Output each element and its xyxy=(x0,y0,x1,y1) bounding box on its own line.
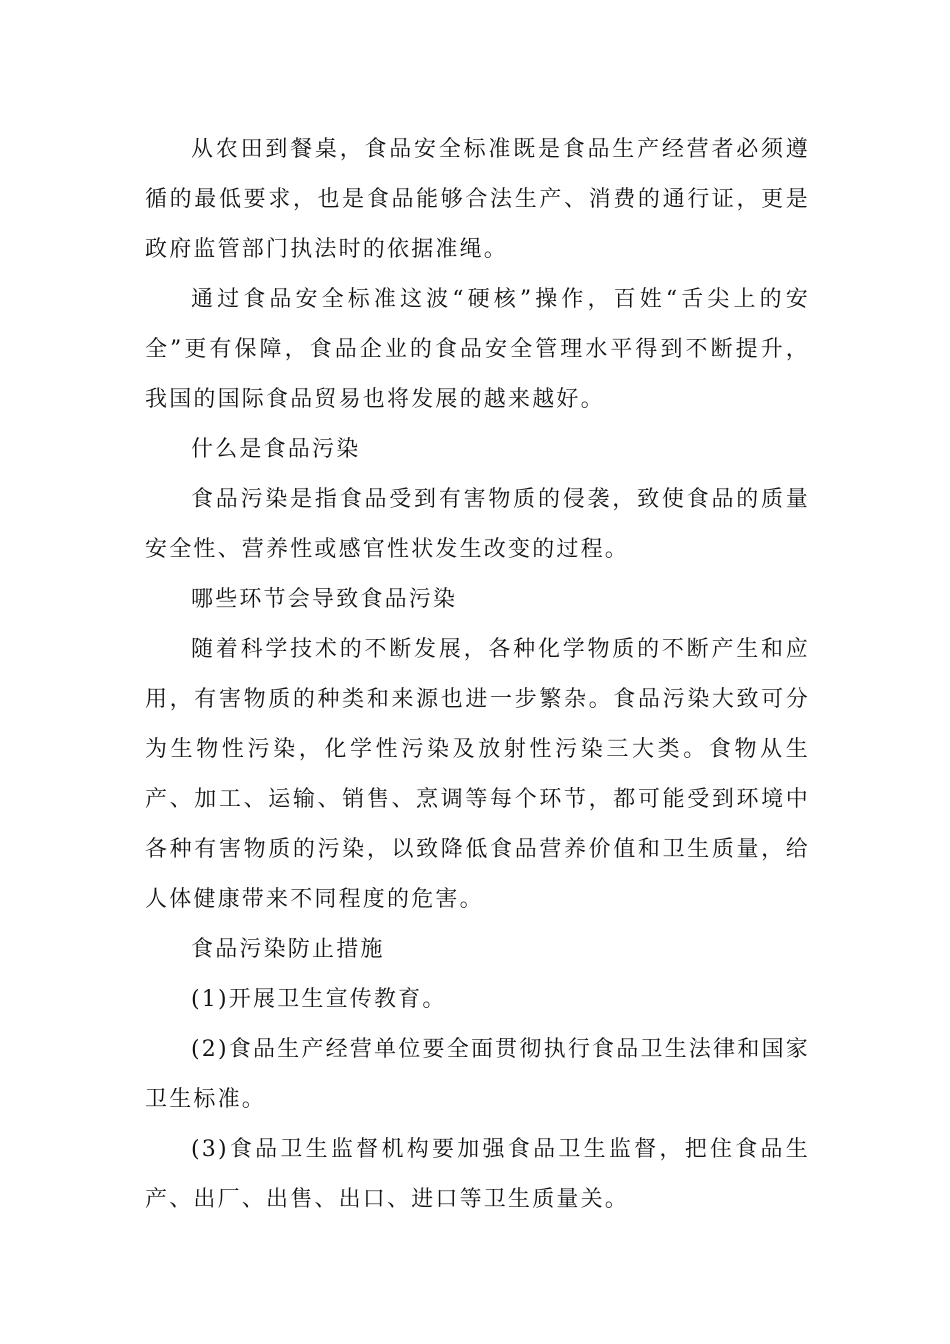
heading-contamination-stages: 哪些环节会导致食品污染 xyxy=(191,587,458,612)
paragraph-hardcore-operation: 通过食品安全标准这波“硬核”操作，百姓“舌尖上的安全”更有保障，食品企业的食品安全管理水平得到不断提升，我国的国际食品贸易也将发展的越来越好。 xyxy=(145,287,810,412)
heading-what-is-food-contamination: 什么是食品污染 xyxy=(191,437,361,462)
list-item-measure-2: (2)食品生产经营单位要全面贯彻执行食品卫生法律和国家卫生标准。 xyxy=(145,1037,810,1112)
paragraph-contamination-definition: 食品污染是指食品受到有害物质的侵袭，致使食品的质量安全性、营养性或感官性状发生改变的过程。 xyxy=(145,487,810,562)
list-item-measure-3: (3)食品卫生监督机构要加强食品卫生监督，把住食品生产、出厂、出售、出口、进口等卫生质量关。 xyxy=(145,1137,810,1212)
paragraph-food-safety-standards: 从农田到餐桌，食品安全标准既是食品生产经营者必须遵循的最低要求，也是食品能够合法生产、消费的通行证，更是政府监管部门执法时的依据准绳。 xyxy=(145,137,810,262)
list-item-measure-1: (1)开展卫生宣传教育。 xyxy=(191,987,447,1012)
document-body xyxy=(145,125,810,1225)
paragraph-contamination-sources: 随着科学技术的不断发展，各种化学物质的不断产生和应用，有害物质的种类和来源也进一步繁杂。食品污染大致可分为生物性污染，化学性污染及放射性污染三大类。食物从生产、加工、运输、销售、烹调等每个环节，都可能受到环境中各种有害物质的污染，以致降低食品营养价值和卫生质量，给人体健康带来不同程度的危害。 xyxy=(145,637,810,912)
heading-prevention-measures: 食品污染防止措施 xyxy=(191,937,385,962)
